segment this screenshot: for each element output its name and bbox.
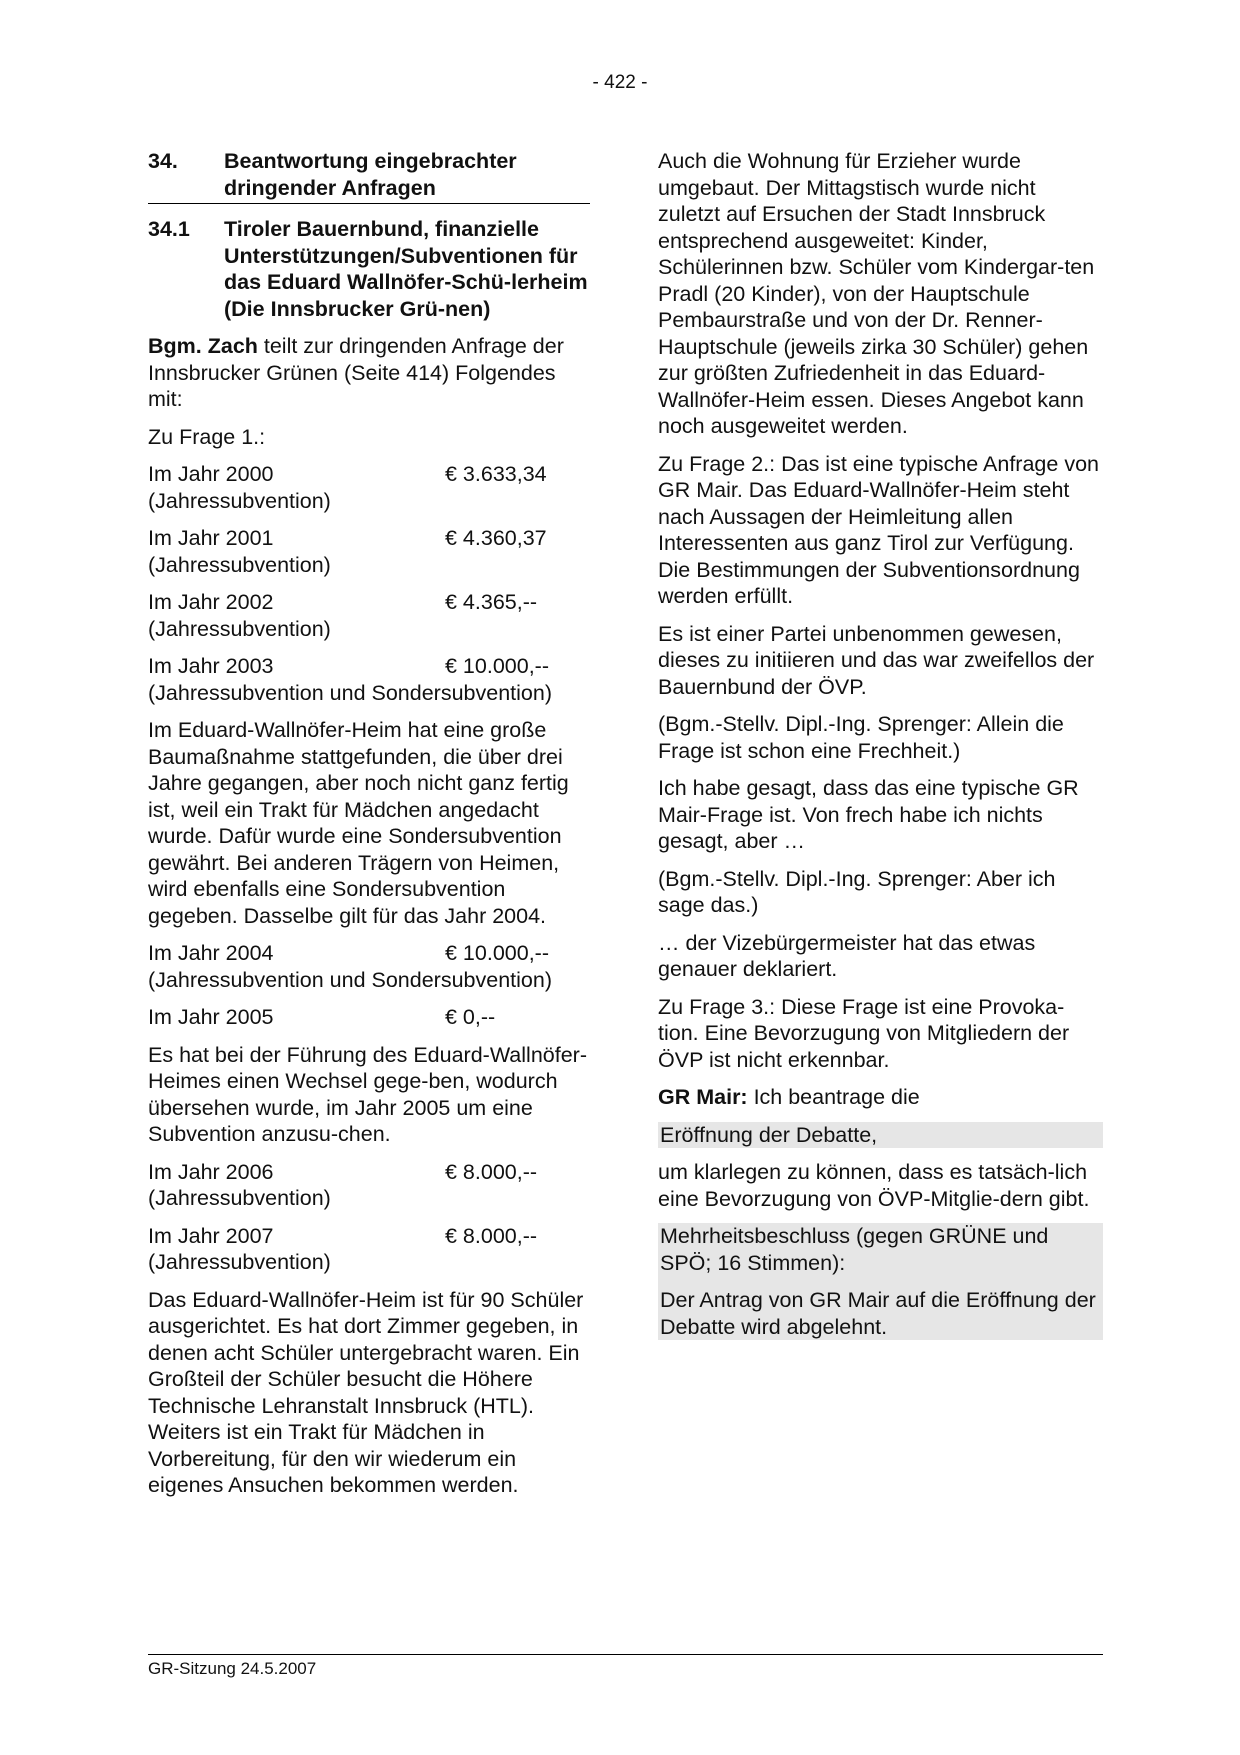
- subsidy-year: Im Jahr 2006: [148, 1159, 274, 1184]
- motion-highlight: Eröffnung der Debatte,: [658, 1122, 1103, 1149]
- interjection: (Bgm.-Stellv. Dipl.-Ing. Sprenger: Allein die Frage ist schon eine Frechheit.): [658, 712, 1064, 763]
- subsidy-year: Im Jahr 2002: [148, 590, 274, 614]
- section-heading: [148, 148, 590, 204]
- subsidy-entry: [148, 589, 590, 642]
- interjection: (Bgm.-Stellv. Dipl.-Ing. Sprenger: Aber ich sage das.): [658, 866, 1056, 917]
- subsidy-year: Im Jahr 2000: [148, 462, 274, 486]
- paragraph-partei: Es ist einer Partei unbenommen gewesen, dieses zu initiieren und das war zweifellos der Bauernbund der ÖVP.: [658, 621, 1095, 699]
- paragraph-baumassnahme: Im Eduard-Wallnöfer-Heim hat eine große Baumaßnahme stattgefunden, die über drei Jahre gegangen, aber noch nicht ganz fertig ist, weil ein Trakt für Mädchen angedacht wurde. Dafür wurde eine Sondersubvention gewährt. Bei anderen Trägern von Heimen, wird ebenfalls eine Sondersubvention gegeben. Dasselbe gilt für das Jahr 2004.: [148, 718, 569, 928]
- resolution-vote: Mehrheitsbeschluss (gegen GRÜNE und SPÖ; 16 Stimmen):: [660, 1224, 1049, 1275]
- subsidy-amount: € 8.000,--: [445, 1159, 538, 1184]
- subsidy-note: (Jahressubvention und Sondersubvention): [148, 680, 552, 705]
- intro-paragraph: [148, 333, 590, 413]
- resolution-result: Der Antrag von GR Mair auf die Eröffnung der Debatte wird abgelehnt.: [660, 1288, 1096, 1339]
- subsidy-amount: € 3.633,34: [445, 462, 547, 486]
- subsidy-amount: € 4.365,--: [445, 590, 538, 614]
- paragraph-wechsel: Es hat bei der Führung des Eduard-Wallnöfer-Heimes einen Wechsel gege-ben, wodurch übersehen wurde, im Jahr 2005 um eine Subvention anzusu-chen.: [148, 1042, 587, 1146]
- subsidy-entry: [148, 525, 590, 578]
- left-column: [148, 148, 590, 1510]
- subsidy-year: Im Jahr 2005: [148, 1005, 274, 1029]
- subsidy-year: Im Jahr 2003: [148, 654, 274, 678]
- subsidy-amount: € 4.360,37: [445, 526, 547, 550]
- subsidy-note: (Jahressubvention): [148, 1186, 331, 1210]
- footer-divider: [148, 1654, 1103, 1655]
- motion-paragraph: [658, 1084, 1103, 1111]
- subsidy-entry: [148, 1223, 590, 1276]
- paragraph-gesagt: Ich habe gesagt, dass das eine typische GR Mair-Frage ist. Von frech habe ich nichts gesagt, aber …: [658, 776, 1079, 853]
- subsidy-note: (Jahressubvention): [148, 552, 331, 577]
- subsidy-note: (Jahressubvention): [148, 1250, 331, 1274]
- paragraph-wohnung: Auch die Wohnung für Erzieher wurde umgebaut. Der Mittagstisch wurde nicht zuletzt auf Ersuchen der Stadt Innsbruck entsprechend ausgeweitet: Kinder, Schülerinnen bzw. Schüler vom Kindergar-ten Pradl (20 Kinder), von der Hauptschule Pembaurstraße und von der Dr. Renner-Hauptschule (jeweils zirka 30 Schüler) gehen zur größten Zufriedenheit in das Eduard-Wallnöfer-Heim essen. Dieses Angebot kann noch ausgeweitet werden.: [658, 149, 1095, 438]
- subsidy-amount: € 10.000,--: [445, 941, 549, 965]
- speaker-name: Bgm. Zach: [148, 334, 258, 358]
- paragraph-klarlegen: um klarlegen zu können, dass es tatsäch-lich eine Bevorzugung von ÖVP-Mitglie-dern gibt.: [658, 1160, 1090, 1211]
- right-column: [658, 148, 1103, 1340]
- paragraph-frage-2: Zu Frage 2.: Das ist eine typische Anfrage von GR Mair. Das Eduard-Wallnöfer-Heim steht nach Aussagen der Heimleitung allen Interessenten aus ganz Tirol zur Verfügung. Die Bestimmungen der Subventionsordnung werden erfüllt.: [658, 451, 1099, 608]
- subsidy-year: Im Jahr 2004: [148, 941, 274, 965]
- subsidy-amount: € 8.000,--: [445, 1223, 538, 1248]
- resolution-box: [658, 1223, 1103, 1340]
- motion-text: Ich beantrage die: [747, 1085, 920, 1109]
- subsection-number: 34.1: [148, 217, 190, 241]
- paragraph-vizebuergermeister: … der Vizebürgermeister hat das etwas genauer deklariert.: [658, 930, 1036, 981]
- subsidy-note: (Jahressubvention und Sondersubvention): [148, 967, 552, 992]
- subsidy-note: (Jahressubvention): [148, 616, 331, 641]
- subsidy-entry: [148, 653, 590, 706]
- subsidy-year: Im Jahr 2007: [148, 1223, 274, 1248]
- page-number: - 422 -: [592, 72, 648, 93]
- section-title: Beantwortung eingebrachter dringender Anfragen: [224, 149, 517, 200]
- subsidy-year: Im Jahr 2001: [148, 526, 274, 550]
- subsidy-amount: € 0,--: [445, 1005, 496, 1029]
- intro-text: teilt zur dringenden Anfrage der Innsbrucker Grünen (Seite 414) Folgendes mit:: [148, 334, 564, 411]
- subsidy-entry: [148, 461, 590, 514]
- speaker-name: GR Mair:: [658, 1085, 748, 1109]
- subsection-heading: [148, 216, 590, 322]
- question-1-label: Zu Frage 1.:: [148, 424, 266, 449]
- subsidy-entry: [148, 1004, 590, 1031]
- section-number: 34.: [148, 149, 178, 173]
- paragraph-frage-3: Zu Frage 3.: Diese Frage ist eine Provoka-tion. Eine Bevorzugung von Mitgliedern der ÖVP ist nicht erkennbar.: [658, 994, 1070, 1072]
- subsidy-amount: € 10.000,--: [445, 654, 549, 678]
- footer-session-date: GR-Sitzung 24.5.2007: [148, 1659, 317, 1678]
- subsidy-entry: [148, 940, 590, 993]
- subsidy-entry: [148, 1159, 590, 1212]
- subsection-title: Tiroler Bauernbund, finanzielle Unterstützungen/Subventionen für das Eduard Wallnöfer-Schü-lerheim (Die Innsbrucker Grü-nen): [224, 217, 588, 321]
- paragraph-heim: Das Eduard-Wallnöfer-Heim ist für 90 Schüler ausgerichtet. Es hat dort Zimmer gegeben, in denen acht Schüler untergebracht waren. Ein Großteil der Schüler besucht die Höhere Technische Lehranstalt Innsbruck (HTL). Weiters ist ein Trakt für Mädchen in Vorbereitung, für den wir wiederum ein eigenes Ansuchen bekommen werden.: [148, 1287, 584, 1497]
- subsidy-note: (Jahressubvention): [148, 488, 331, 513]
